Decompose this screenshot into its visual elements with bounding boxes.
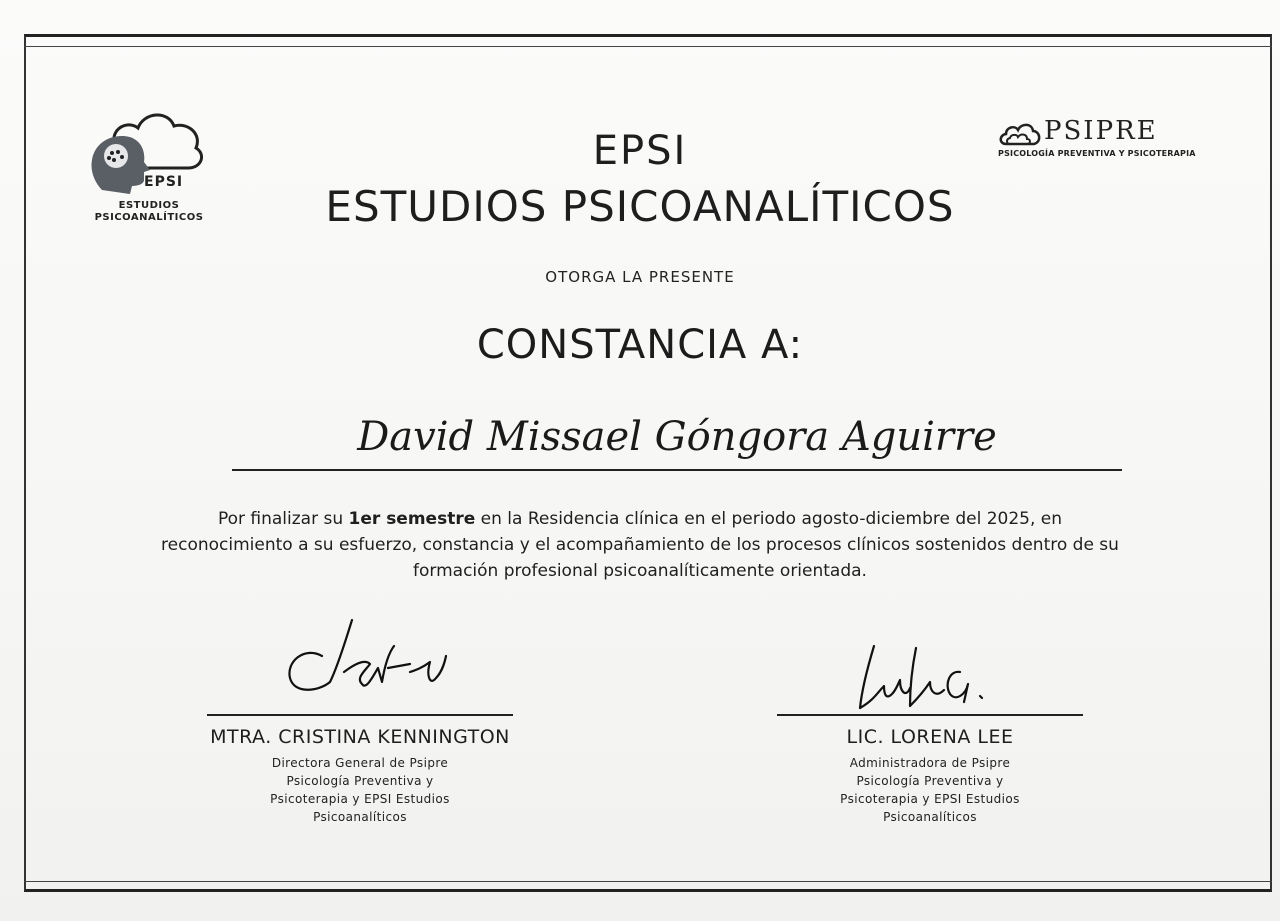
signatory-name-right: LIC. LORENA LEE xyxy=(846,726,1014,748)
epsi-logo-line2: PSICOANALÍTICOS xyxy=(94,212,204,223)
certificate-heading: CONSTANCIA A: xyxy=(476,322,804,368)
role-left-line2: Psicología Preventiva y xyxy=(286,774,434,788)
epsi-logo-subtitle xyxy=(88,200,210,224)
certificate-body xyxy=(150,506,1130,584)
body-part-1: Por finalizar su xyxy=(217,509,349,529)
signatory-role-right xyxy=(760,754,1100,826)
role-right-line1: Administradora de Psipre xyxy=(849,756,1011,770)
signature-left xyxy=(260,612,460,714)
title-line-1: EPSI xyxy=(592,128,688,174)
role-left-line4: Psicoanalíticos xyxy=(313,810,407,824)
signature-line-left xyxy=(207,714,513,716)
role-left-line3: Psicoterapia y EPSI Estudios xyxy=(270,792,450,806)
epsi-logo-line1: ESTUDIOS xyxy=(118,200,180,211)
psipre-logo-tagline: PSICOLOGÍA PREVENTIVA Y PSICOTERAPIA xyxy=(998,149,1196,158)
signature-right xyxy=(840,636,1020,714)
signatory-left xyxy=(150,612,570,826)
signatory-right xyxy=(760,636,1100,826)
role-left-line1: Directora General de Psipre xyxy=(271,756,449,770)
role-right-line2: Psicología Preventiva y xyxy=(856,774,1004,788)
signature-line-right xyxy=(777,714,1083,716)
role-right-line3: Psicoterapia y EPSI Estudios xyxy=(840,792,1020,806)
recipient-underline xyxy=(232,469,1122,471)
epsi-logo-word: EPSI xyxy=(144,174,184,190)
psipre-logo-word: PSIPRE xyxy=(1044,116,1158,146)
body-part-2: en la Residencia clínica en el periodo agosto-diciembre del 2025, en reconocimiento a su esfuerzo, constancia y el acompañamiento de los procesos clínicos sostenidos dentro de su formación profesional psicoanalíticamente orientada. xyxy=(161,509,1119,581)
title-line-2: ESTUDIOS PSICOANALÍTICOS xyxy=(325,182,955,231)
body-bold: 1er semestre xyxy=(348,509,476,529)
grant-text: OTORGA LA PRESENTE xyxy=(545,268,735,286)
signatory-role-left xyxy=(150,754,570,826)
role-right-line4: Psicoanalíticos xyxy=(883,810,977,824)
epsi-logo xyxy=(84,108,214,228)
signatory-name-left: MTRA. CRISTINA KENNINGTON xyxy=(210,726,510,748)
recipient-name: David Missael Góngora Aguirre xyxy=(357,414,997,460)
